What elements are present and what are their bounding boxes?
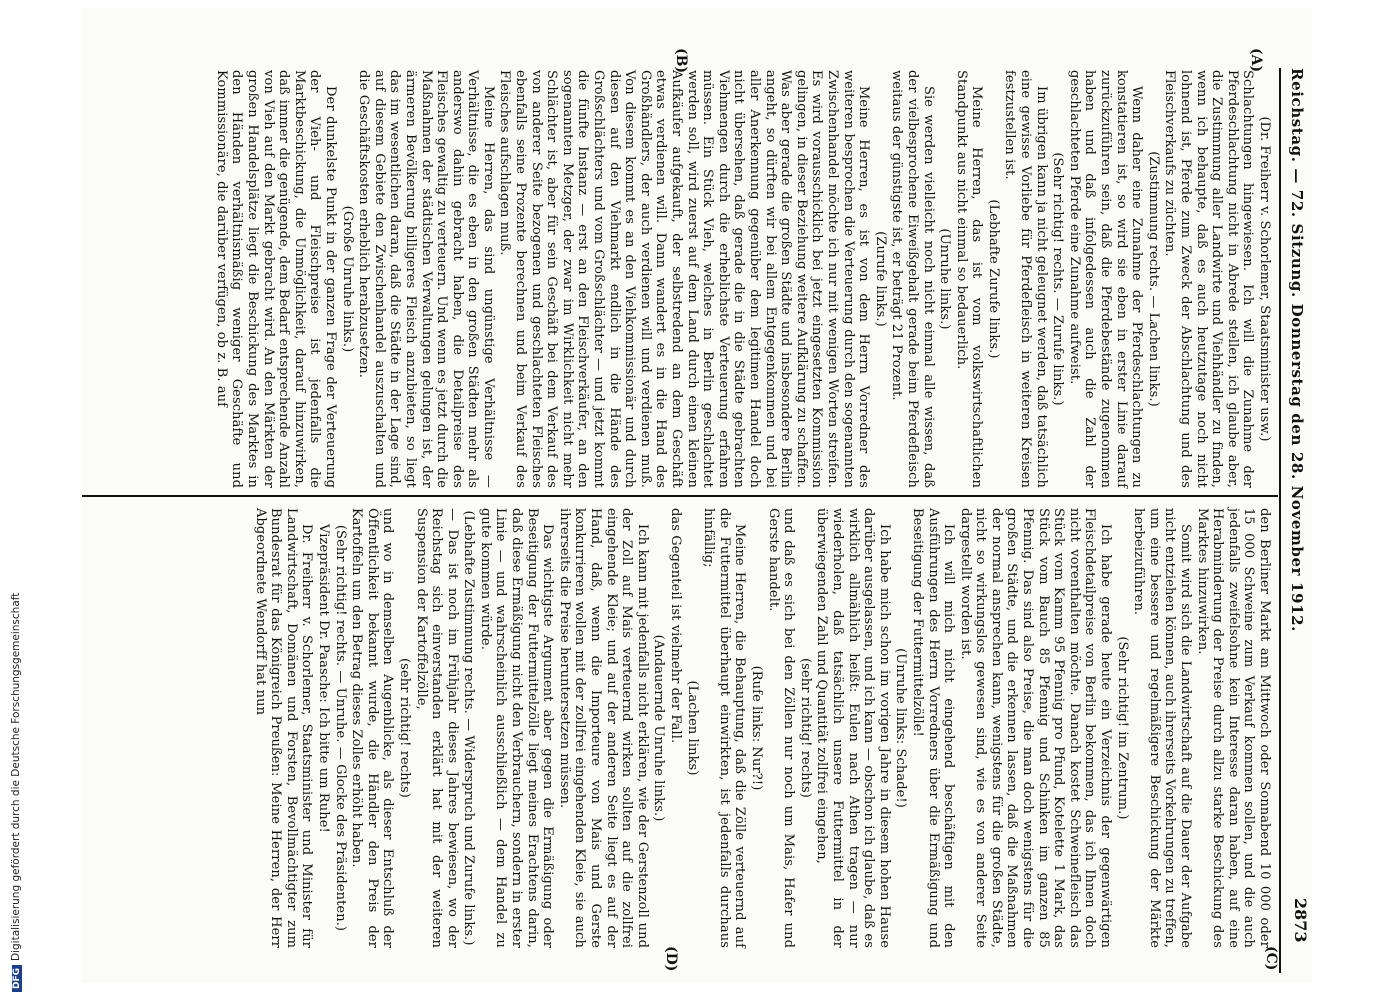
- interjection: (sehr richtig! rechts): [396, 658, 412, 798]
- header-rule: [1279, 68, 1281, 973]
- interjection: (Sehr richtig! rechts. — Unruhe. — Glocke des Präsidenten.): [332, 524, 348, 932]
- paragraph: Meine Herren, das sind ungünstige Verhältnisse — Verhältnisse, die es eben in den großen Städten mehr als anderswo dahin gebracht haben, die Detailpreise des Fleisches gewaltig zu verteuern. Und wenn es jetzt durch die Maßnahmen der städtischen Verwaltungen gelungen ist, der ärmeren Bevölkerung billigeres Fleisch anzubieten, so liegt das im wesentlichen daran, daß die Städte in der Lage sind, auf diesem Gebiete den Zwischenhandel auszuschalten und die Geschäftskosten erheblich herabzusetzen.: [356, 70, 496, 488]
- marker-a-wrap: [1248, 48, 1267, 72]
- interjection: (Zustimmung rechts. — Lachen links.): [1145, 151, 1161, 407]
- margin-marker-d: (D): [663, 946, 679, 972]
- digitization-credit: [10, 593, 22, 992]
- paragraph: Dr. Freiherr v. Schorlemer, Staatsminister und Minister für Landwirtschaft, Domänen und Forsten, Bevollmächtigter zum Bundesrat für das Königreich Preußen: Meine Herren, der Herr Abgeordnete Wendorff hat nun: [252, 508, 315, 948]
- interjection: (Große Unruhe links.): [339, 205, 355, 353]
- paragraph: Meine Herren, das ist vom volkswirtschaftlichen Standpunkt aus nicht einmal so bedauerlich.: [953, 70, 985, 488]
- speaker-line: (Dr. Freiherr v. Schorlemer, Staatsminister usw.): [1257, 116, 1272, 442]
- margin-marker-b: (B): [673, 48, 689, 74]
- margin-marker-a: (A): [1248, 48, 1264, 73]
- paragraph: Der dunkelste Punkt in der ganzen Frage der Verteuerung der Vieh- und Fleischpreise ist jedenfalls die Marktbeschickung, die Unmöglichkeit, darauf hinzuwirken, daß immer die genügende, dem Bedarf entsprechende Anzahl von Vieh auf den Markt gebracht wird. An den Märkten der großen Handelsplätze liegt die Beschickung des Marktes in den Händen verhältnismäßig weniger Geschäfte und Kommissionäre, die darüber verfügen, ob z. B. auf: [213, 70, 338, 488]
- right-column: [87, 508, 1272, 948]
- page-number-wrap: [1291, 898, 1310, 943]
- paragraph: Ich habe gerade heute ein Verzeichnis der gegenwärtigen Fleischdetailpreise von Berlin bekommen, das ich Ihnen doch nicht vorenthalten möchte. Danach kostet Schweinefleisch das Stück vom Kamm 95 Pfennig pro Pfund, Kotelette 1 Mark, das Stück vom Bauch 85 Pfennig und Schinken im ganzen 85 Pfennig. Das sind also Preise, die man doch wenigstens für die großen Städte, und die erkennen lassen, daß die Maßnahmen der normal ansprechen kann, wenigstens für die großen Städte, nicht so wirkungslos gewesen sind, wie es von anderer Seite dargestellt worden ist.: [957, 508, 1114, 948]
- interjection: (sehr richtig! rechts): [797, 658, 813, 798]
- paragraph: und wo in demselben Augenblicke, als dieser Entschluß der Öffentlichkeit bekannt wurde, die Händler den Preis der Kartoffeln um den Betrag dieses Zolles erhöht haben.: [349, 508, 396, 948]
- paragraph: Das wichtigste Argument aber gegen die Ermäßigung oder Beseitigung der Futtermittelzölle liegt meines Erachtens darin, daß diese Ermäßigung nicht den Verbrauchern, sondern in erster Linie — und wahrscheinlich ausschließlich — dem Handel zu gute kommen würde.: [477, 508, 556, 948]
- credit-text: Digitalisierung gefördert durch die Deutsche Forschungsgemeinschaft: [10, 592, 22, 961]
- paragraph: Meine Herren, es ist von dem Herrn Vorredner des weiteren besprochen die Verteuerung durch den sogenannten Zwischenhandel möchte ich nur mit wenigen Worten streifen. Es wird vorausschicklich bei jetzt eingesetzten Kommission gelingen, in dieser Beziehung weitere Aufklärung zu schaffen. Was aber gerade die großen Städte und insbesondere Berlin angeht, so dürften wir bei allem Entgegenkommen und bei aller Anerkennung gegenüber dem legitimen Handel doch nicht übersehen, daß gerade die in die Städte gebrachten Viehmengen durch die erheblichste Verteuerung erfahren müssen. Ein Stück Vieh, welches in Berlin geschlachtet werden soll, wird zuerst auf dem Land durch einen kleinen Aufkäufer aufgekauft, der selbstredend an dem Geschäft etwas verdienen will. Dann wandert es in die Hand des Großhändlers, der auch verdienen will und verdienen muß. Von diesem kommt es an den Viehkommissionär und durch diesen auf den Viehmarkt endlich in die Hände des Großschlächters und vom Großschlächter — und jetzt kommt die fünfte Instanz — erst an den Fleischverkäufer, an den sogenannten Metzger, der zwar im Wirklichkeit nicht mehr Schlächter ist, aber für sein Geschäft bei dem Verkauf des von anderer Seite bezogenen und geschlachteten Fleisches ebenfalls seine Prozente berechnen und beim Verkauf des Fleisches aufschlagen muß.: [497, 70, 872, 488]
- margin-marker-c: (C): [1263, 946, 1279, 971]
- paragraph: Meine Herren, die Behauptung, daß die Zölle verteuernd auf die Futtermittel überhaupt einwirkten, ist jedenfalls durchaus hinfällig;: [701, 508, 748, 948]
- page-number: 2873: [1291, 898, 1310, 943]
- running-header: [1288, 68, 1307, 948]
- page-header-title: Reichstag. — 72. Sitzung. Donnerstag den 28. November 1912.: [1288, 68, 1306, 632]
- paragraph: Im übrigen kann ja nicht geleugnet werden, daß tatsächlich eine gewisse Vorliebe für Pferdefleisch in weiteren Kreisen festzustellen ist.: [1002, 70, 1049, 488]
- interjection: (Andauernde Unruhe links.): [651, 634, 667, 822]
- interjection: (Sehr richtig! im Zentrum.): [1114, 636, 1130, 820]
- marker-d-wrap: [663, 946, 682, 971]
- left-column: [87, 70, 1272, 488]
- paragraph: und daß es sich bei den Zöllen nur noch um Mais, Hafer und Gerste handelt.: [765, 508, 797, 948]
- interjection: (Sehr richtig! rechts. — Zurufe links.): [1050, 152, 1066, 406]
- interjection: (Lebhafte Zustimmung rechts. — Widerspruch und Zurufe links.): [461, 510, 477, 946]
- interjection: (Lachen links): [684, 680, 700, 776]
- paragraph: Vizepräsident Dr. Paasche: Ich bitte um Ruhe!: [315, 524, 331, 833]
- column-divider: [82, 495, 1278, 497]
- paragraph: Wenn daher eine Zunahme der Pferdeschlachtungen zu konstatieren ist, so wird sie eben in erster Linie darauf zurückzuführen sein, daß die Pferdebestände zugenommen haben und daß infolgedessen auch die Zahl der geschlachteten Pferde eine Zunahme aufweist.: [1066, 70, 1145, 488]
- paragraph: Sie werden vielleicht noch nicht einmal alle wissen, daß der vielbesprochene Eiweißgehalt gerade beim Pferdefleisch weitaus der günstigste ist, er beträgt 21 Prozent.: [889, 70, 936, 488]
- paragraph: Ich kann mit jedenfalls nicht erklären, wie der Gerstenzoll und der Zoll auf Mais verteuernd wirken sollten auf die zollfrei eingehende Kleie; und auf der anderen Seite liegt es auf der Hand, daß, wenn die Importeure von Mais und Gerste konkurrieren wollen mit der zollfrei eingehenden Kleie, sie auch ihrerseits die Preise heruntersetzen müssen.: [556, 508, 650, 948]
- paragraph: Ich will mich nicht eingehend beschäftigen mit den Ausführungen des Herrn Vorredners über die Ermäßigung und Beseitigung der Futtermittelzölle!: [909, 508, 957, 948]
- paragraph: Ich habe mich schon im vorigen Jahre in diesem hohen Hause darüber ausgelassen, und ich kann — obschon ich glaube, daß es wirklich allmählich heißt: Eulen nach Athen tragen — nur wiederholen, daß tatsächlich unsere Futtermittel in der überwiegenden Zahl und Quantität zollfrei eingehen,: [814, 508, 892, 948]
- interjection: (Unruhe links.): [937, 228, 953, 330]
- paragraph: Schlachtungen hingewiesen. Ich will die Zunahme der Pferdeschlachtung nicht in Abrede stellen, ich glaube aber, die Zustimmung aller Landwirte und Viehhändler zu finden, wenn ich behaupte, daß es auch heutzutage noch nicht lohnend ist, Pferde zum Zweck der Abschlachtung und des Fleischverkaufs zu züchten.: [1162, 70, 1256, 488]
- interjection: (Lebhafte Zurufe links.): [985, 199, 1001, 359]
- dfg-logo: DFG: [12, 965, 22, 992]
- paragraph: — Das ist noch im Frühjahr dieses Jahres bewiesen, wo der Reichstag sich einverstanden erklärt hat mit der weiteren Suspension der Kartoffelzölle,: [413, 508, 460, 948]
- interjection: (Rufe links: Nur?!): [749, 665, 764, 791]
- marker-c-wrap: [1263, 946, 1282, 970]
- paragraph: den Berliner Markt am Mittwoch oder Sonnabend 10 000 oder 15 000 Schweine zum Verkauf kommen sollen, und die auch jedenfalls zweifelsohne kein Interesse daran haben, auf eine Herabminderung der Preise durch allzu starke Beschickung des Marktes hinzuwirken.: [1194, 508, 1272, 948]
- scanned-page: [82, 8, 1312, 983]
- paragraph: Somit wird sich die Landwirtschaft auf die Dauer der Aufgabe nicht entziehen können, auch ihrerseits Vorkehrungen zu treffen, um eine bessere und regelmäßigere Beschickung der Märkte herbeizuführen.: [1131, 508, 1194, 948]
- paragraph: das Gegenteil ist vielmehr der Fall.: [668, 508, 684, 744]
- interjection: (Zurufe links.): [872, 231, 888, 327]
- interjection: (Unruhe links: Schade!): [893, 648, 909, 808]
